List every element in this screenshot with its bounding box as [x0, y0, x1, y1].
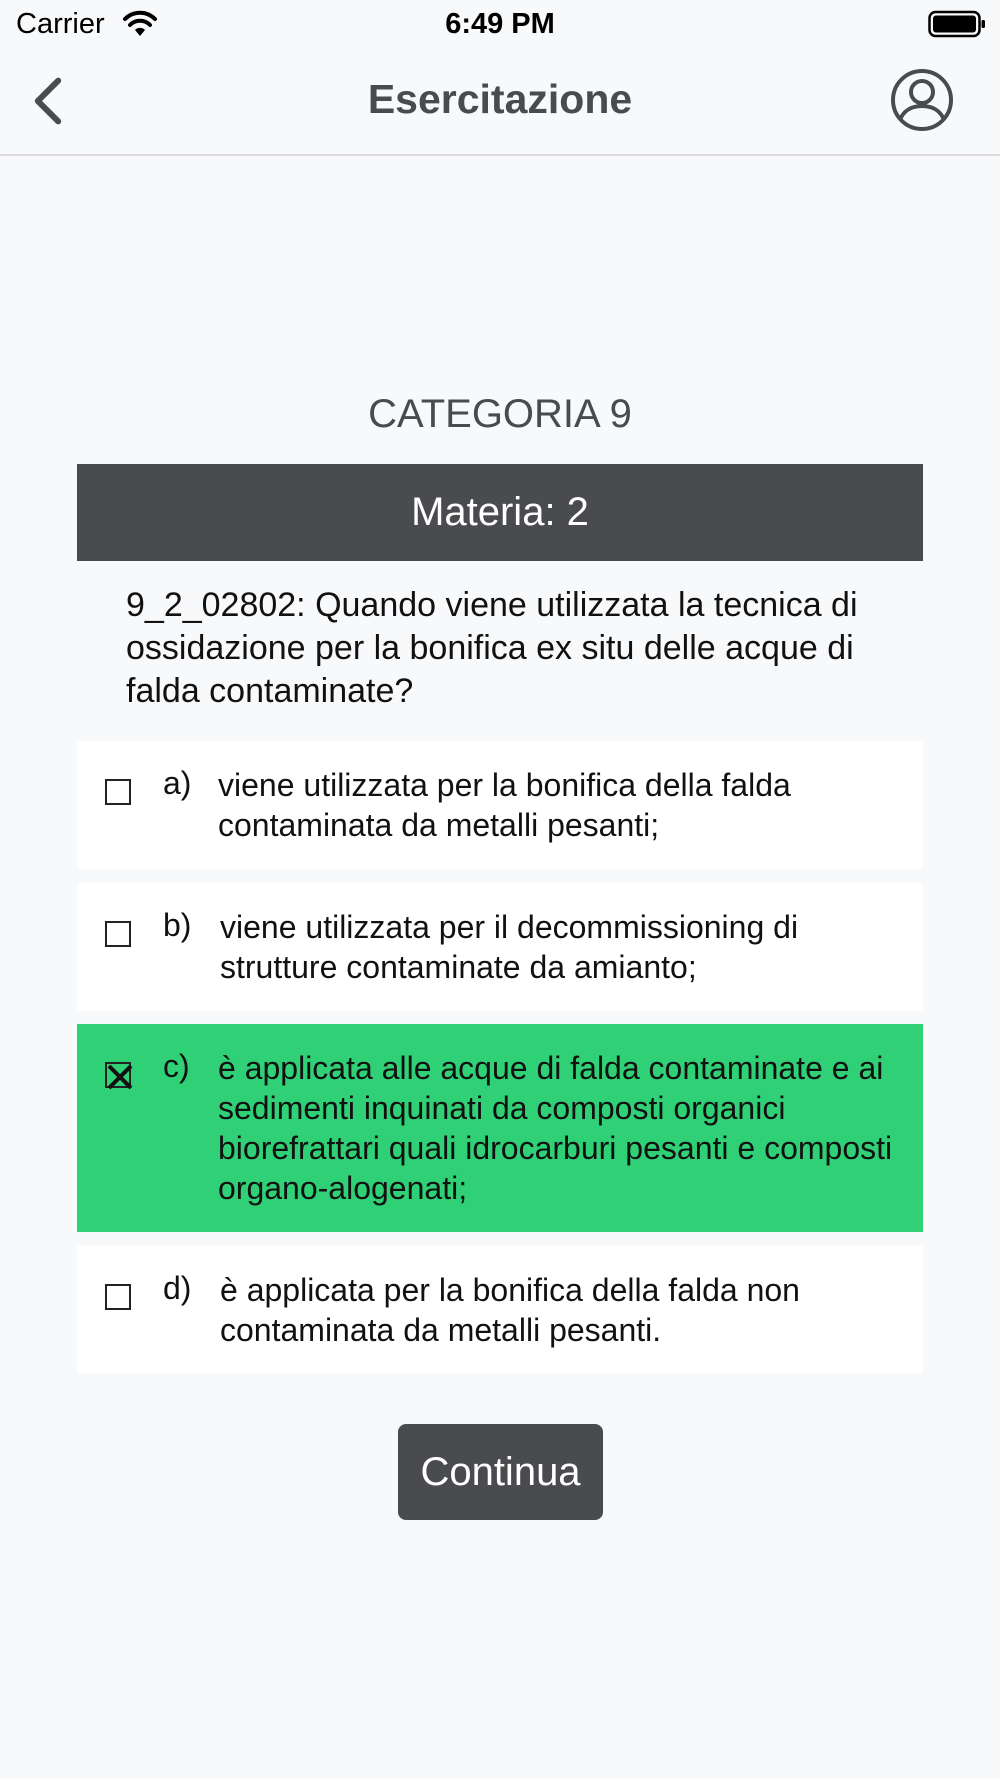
answer-text: è applicata alle acque di falda contaminate e ai sedimenti inquinati da composti organici biorefrattari quali idrocarburi pesanti e composti organo-alogenati;	[218, 1050, 893, 1206]
carrier-label: Carrier	[16, 8, 105, 40]
checkbox-unchecked-icon[interactable]	[105, 1284, 131, 1310]
navigation-bar	[0, 50, 1000, 156]
continue-button[interactable]	[398, 1424, 603, 1520]
answer-letter: b)	[163, 907, 192, 943]
continue-button-label: Continua	[420, 1449, 581, 1494]
status-bar	[0, 0, 1000, 50]
checkbox-checked-icon[interactable]	[105, 1062, 131, 1088]
status-time: 6:49 PM	[445, 8, 555, 40]
answer-letter: a)	[163, 765, 192, 801]
page-title: Esercitazione	[367, 76, 633, 122]
answer-text: viene utilizzata per la bonifica della falda contaminata da metalli pesanti;	[218, 767, 791, 843]
checkbox-unchecked-icon[interactable]	[105, 779, 131, 805]
user-circle-icon	[890, 68, 954, 132]
battery-icon	[928, 10, 986, 38]
profile-button[interactable]	[890, 68, 954, 132]
subject-label: Materia: 2	[411, 490, 589, 534]
category-label: CATEGORIA 9	[368, 392, 632, 436]
question-text: 9_2_02802: Quando viene utilizzata la tecnica di ossidazione per la bonifica ex situ delle acque di falda contaminate?	[126, 586, 858, 710]
answer-option-c[interactable]	[77, 1024, 923, 1232]
checkbox-unchecked-icon[interactable]	[105, 921, 131, 947]
answer-text: è applicata per la bonifica della falda non contaminata da metalli pesanti.	[220, 1272, 800, 1348]
answer-letter: c)	[163, 1048, 190, 1084]
answer-option-a[interactable]	[77, 741, 923, 869]
answer-text: viene utilizzata per il decommissioning di strutture contaminate da amianto;	[220, 909, 799, 985]
subject-header	[77, 464, 923, 561]
answer-option-d[interactable]	[77, 1246, 923, 1374]
answer-letter: d)	[163, 1270, 192, 1306]
answer-option-b[interactable]	[77, 883, 923, 1011]
